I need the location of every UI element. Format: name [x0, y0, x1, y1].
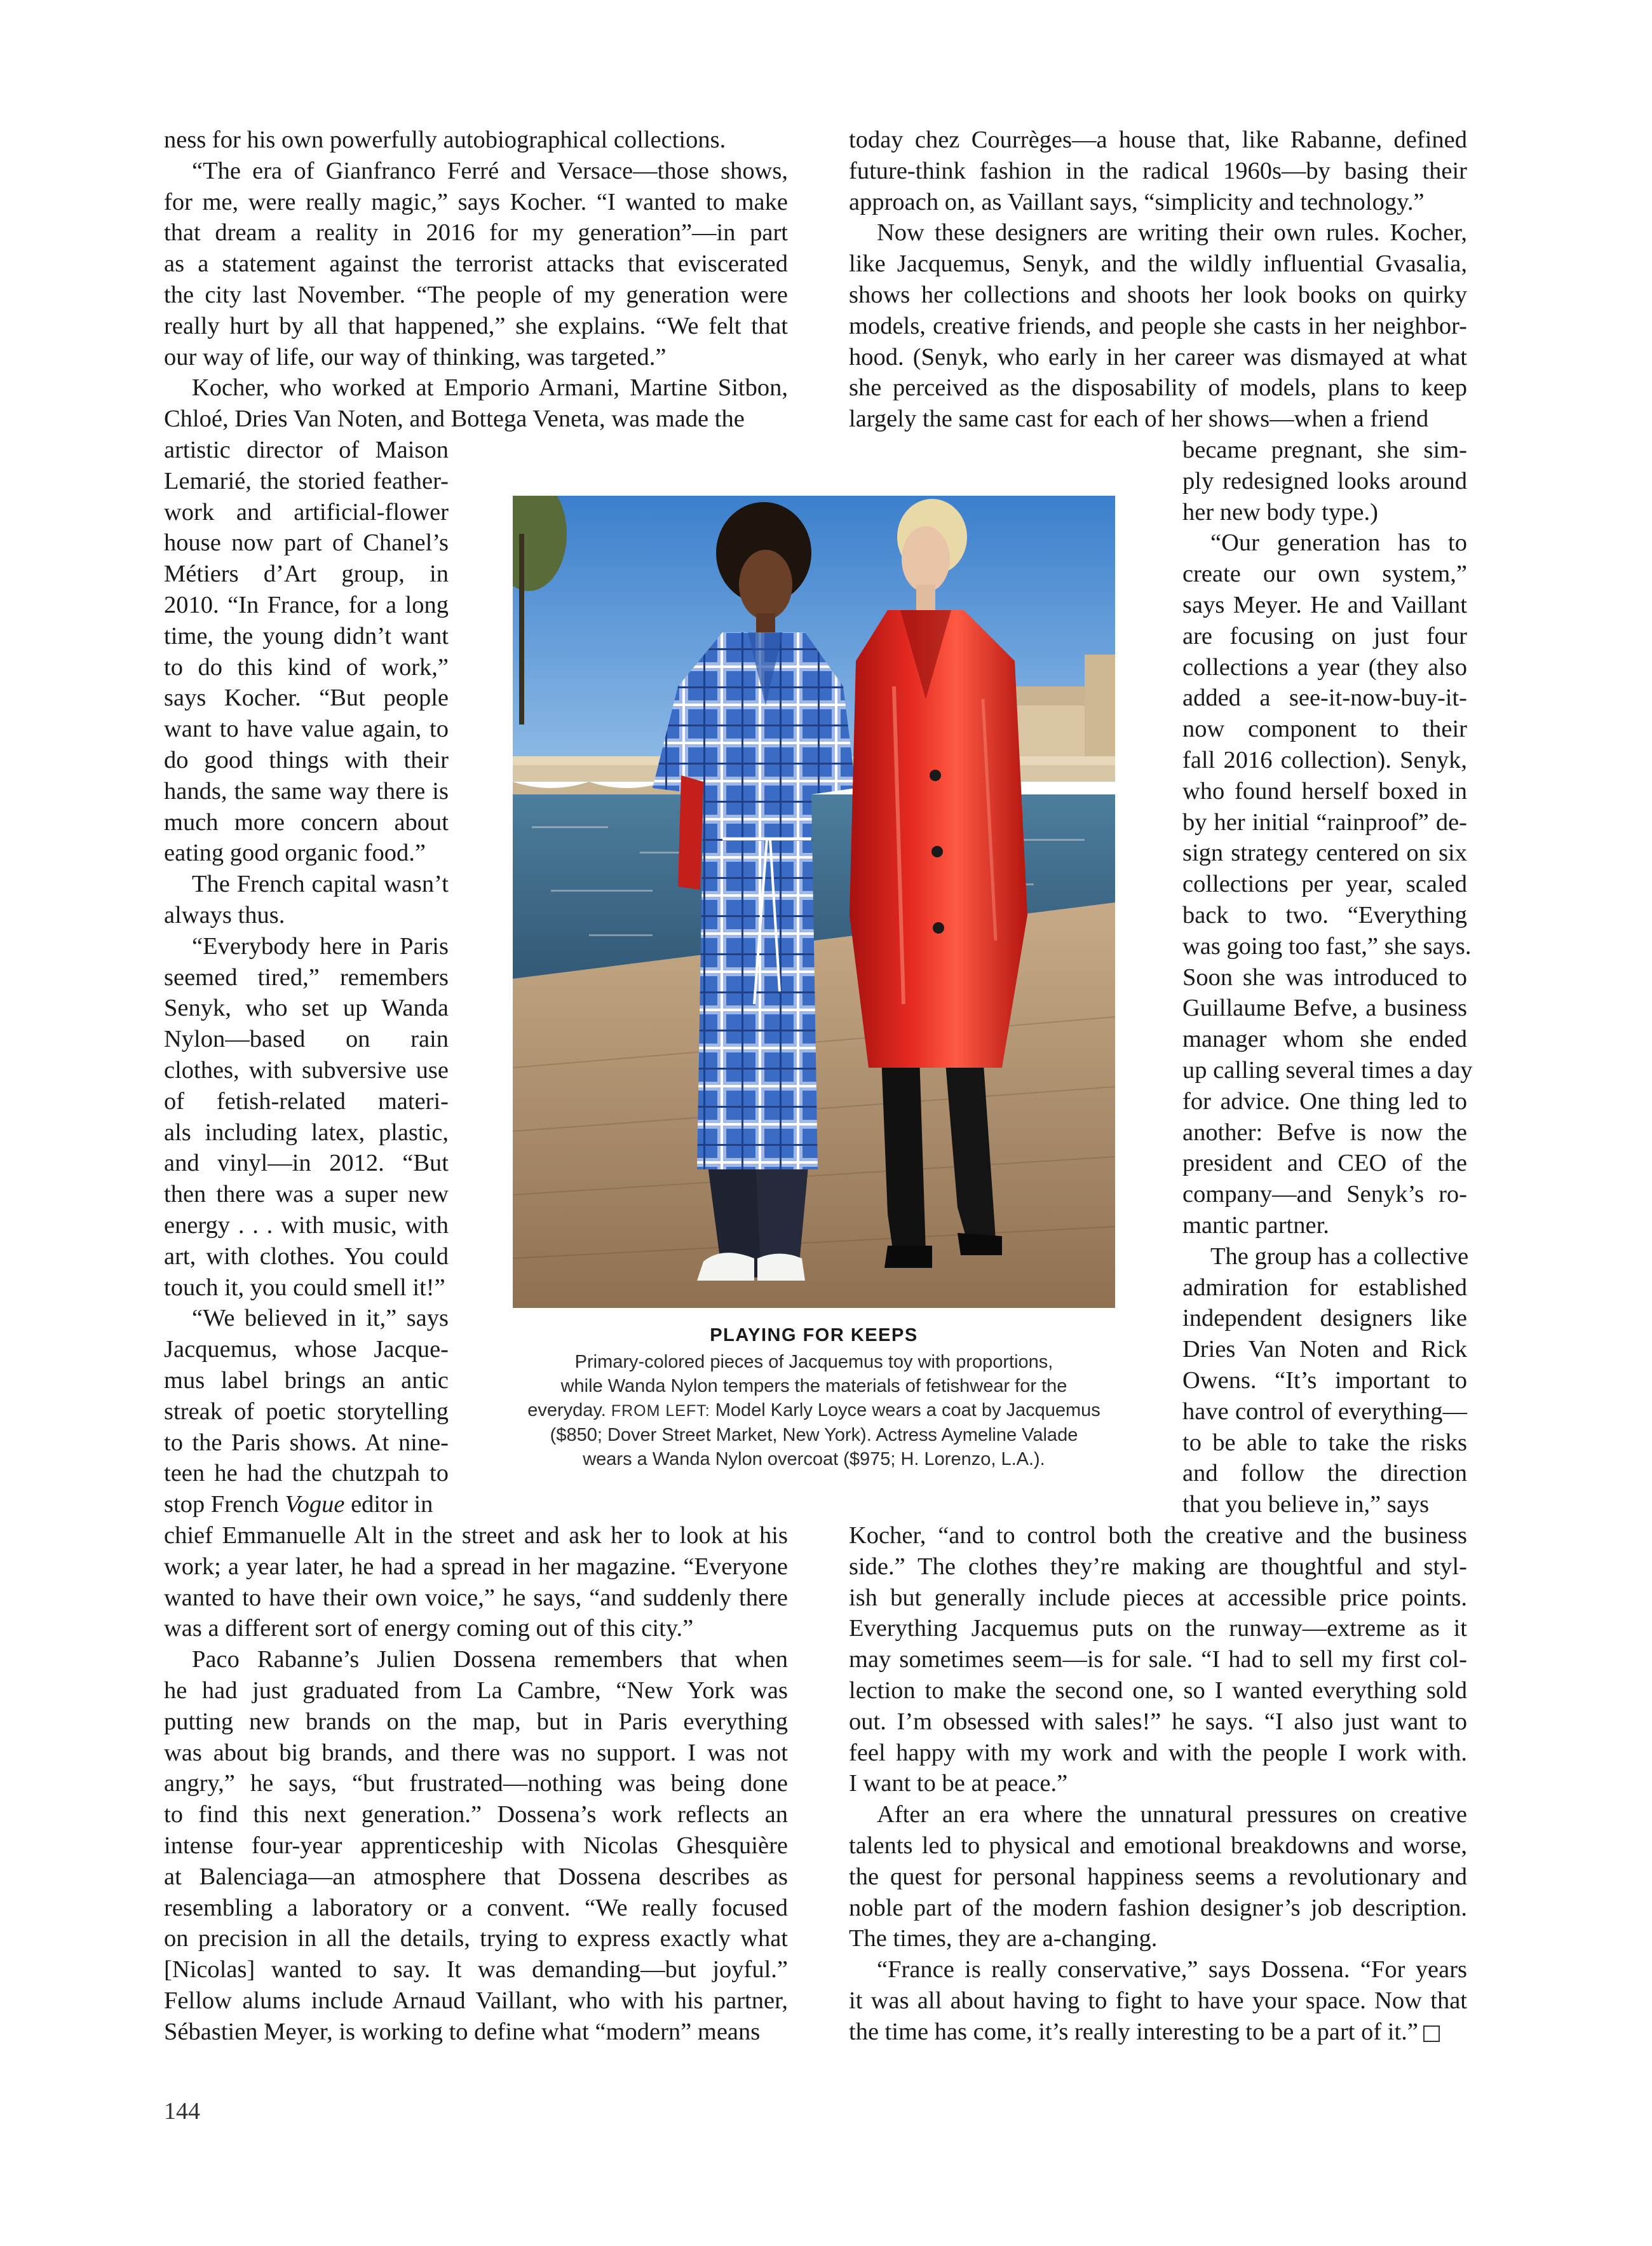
text-line: company—and Senyk’s ro- [1182, 1181, 1467, 1208]
text-line: the time has come, it’s really interesting to be a part of it.” [849, 2017, 1467, 2048]
text-line: ness for his own powerfully autobiographical collections. [164, 126, 726, 153]
text-line: to find this next generation.” Dossena’s work reflects an [164, 1801, 788, 1828]
text-line: much more concern about [164, 808, 449, 836]
text-line: Métiers d’Art group, in [164, 561, 449, 588]
text-line: time, the young didn’t want [164, 622, 449, 650]
text-line: Jacquemus, whose Jacque- [164, 1336, 449, 1363]
text-line: to be able to take the risks [1182, 1429, 1467, 1456]
text-line: energy . . . with music, with [164, 1211, 449, 1239]
text-line: hands, the same way there is [164, 777, 449, 805]
text-line: was a different sort of energy coming out of this city.” [164, 1615, 694, 1642]
text-line: Lemarié, the storied feather- [164, 467, 449, 494]
text-line: art, with clothes. You could [164, 1242, 449, 1270]
text-line: stop French Vogue editor in [164, 1491, 433, 1518]
text-line: like Jacquemus, Senyk, and the wildly influential Gvasalia, [849, 250, 1467, 278]
text-line: side.” The clothes they’re making are thoughtful and styl- [849, 1553, 1467, 1580]
text-line: her new body type.) [1182, 498, 1378, 526]
text-line: “Our generation has to [1210, 529, 1467, 557]
text-line: Senyk, who set up Wanda [164, 995, 449, 1022]
text-line: work and artificial-flower [164, 498, 449, 526]
right-column-top [849, 125, 1467, 435]
text-line: the city last November. “The people of my generation were [164, 281, 788, 308]
text-line: have control of everything— [1182, 1398, 1467, 1425]
text-line: became pregnant, she sim- [1182, 437, 1467, 463]
caption-headline: PLAYING FOR KEEPS [710, 1325, 918, 1345]
text-line: she perceived as the disposability of models, plans to keep [849, 374, 1467, 402]
text-line: Chloé, Dries Van Noten, and Bottega Veneta, was made the [164, 405, 745, 433]
text-line: as a statement against the terrorist attacks that eviscerated [164, 250, 788, 278]
text-line: for advice. One thing led to [1182, 1087, 1467, 1115]
caption-text: Model Karly Loyce wears a coat by Jacquemus [715, 1400, 1100, 1420]
photo-caption [487, 1323, 1141, 1471]
text-line: Soon she was introduced to [1182, 963, 1467, 991]
text-line: was about big brands, and there was no support. I was not [164, 1739, 788, 1766]
text-line: president and CEO of the [1182, 1150, 1467, 1177]
text-line: lection to make the second one, so I wanted everything sold [849, 1677, 1467, 1704]
caption-line: while Wanda Nylon tempers the materials of fetishwear for the [560, 1376, 1067, 1396]
text-line: are focusing on just four [1182, 622, 1467, 650]
left-column-narrow [164, 435, 449, 1520]
text-line: out. I’m obsessed with sales!” he says. “I also just want to [849, 1708, 1467, 1735]
text-line: the quest for personal happiness seems a revolutionary and [849, 1863, 1467, 1890]
text-line: Now these designers are writing their own rules. Kocher, [877, 219, 1467, 247]
text-line: angry,” he says, “but frustrated—nothing was being done [164, 1770, 788, 1797]
text-line: I want to be at peace.” [849, 1770, 1068, 1797]
text-line: that dream a reality in 2016 for my generation”—in part [164, 219, 788, 247]
text-line: independent designers like [1182, 1305, 1467, 1332]
text-line: to do this kind of work,” [164, 653, 449, 681]
text-line: work; a year later, he had a spread in her magazine. “Everyone [164, 1553, 788, 1580]
text-line: mantic partner. [1182, 1211, 1329, 1239]
text-line: another: Befve is now the [1182, 1119, 1467, 1146]
text-line: The group has a collective [1210, 1242, 1469, 1270]
text-line: really hurt by all that happened,” she explains. “We felt that [164, 312, 788, 339]
text-line: for me, were really magic,” says Kocher. “I wanted to make [164, 188, 788, 215]
text-line: Everything Jacquemus puts on the runway—extreme as it [849, 1615, 1467, 1642]
text-line: admiration for established [1182, 1274, 1467, 1301]
text-line: and follow the direction [1182, 1460, 1467, 1487]
text-line: and vinyl—in 2012. “But [164, 1150, 449, 1177]
caption-line: ($850; Dover Street Market, New York). Actress Aymeline Valade [550, 1425, 1078, 1445]
text-line: says Kocher. “But people [164, 684, 449, 712]
text-line: up calling several times a day [1182, 1056, 1473, 1084]
text-line: by her initial “rainproof” de- [1182, 808, 1467, 836]
text-line: Guillaume Befve, a business [1182, 995, 1467, 1022]
text-line: chief Emmanuelle Alt in the street and ask her to look at his [164, 1522, 788, 1549]
text-line: Owens. “It’s important to [1182, 1366, 1467, 1394]
text-line: touch it, you could smell it!” [164, 1274, 445, 1301]
text-line: collections a year (they also [1182, 653, 1467, 681]
text-line: says Meyer. He and Vaillant [1182, 591, 1467, 618]
text-line: ish but generally include pieces at accessible price points. [849, 1584, 1467, 1611]
right-column-bottom [849, 1520, 1467, 2048]
text-line: “France is really conservative,” says Dossena. “For years [877, 1956, 1467, 1984]
text-line: at Balenciaga—an atmosphere that Dossena describes as [164, 1863, 788, 1890]
text-line: shows her collections and shoots her look books on quirky [849, 281, 1467, 308]
text-line: manager whom she ended [1182, 1026, 1467, 1053]
text-line: our way of life, our way of thinking, was targeted.” [164, 343, 667, 371]
text-line: it was all about having to fight to have your space. Now that [849, 1987, 1467, 2014]
end-mark-icon [1423, 2025, 1440, 2042]
text-line: today chez Courrèges—a house that, like Rabanne, defined [849, 126, 1467, 153]
text-line: house now part of Chanel’s [164, 529, 449, 557]
text-line: Fellow alums include Arnaud Vaillant, who with his partner, [164, 1987, 788, 2014]
text-line: always thus. [164, 901, 285, 929]
text-line: The times, they are a-changing. [849, 1925, 1158, 1952]
text-line: seemed tired,” remembers [164, 963, 449, 991]
text-line: sign strategy centered on six [1182, 840, 1467, 867]
text-line: added a see-it-now-buy-it- [1182, 684, 1467, 712]
text-line: that you believe in,” says [1182, 1491, 1430, 1518]
text-line: [Nicolas] wanted to say. It was demanding—but joyful.” [164, 1956, 788, 1984]
caption-line: Primary-colored pieces of Jacquemus toy with proportions, [574, 1352, 1053, 1372]
text-line: resembling a laboratory or a convent. “We really focused [164, 1894, 788, 1921]
text-line: hood. (Senyk, who early in her career was dismayed at what [849, 343, 1467, 371]
text-line: create our own system,” [1182, 561, 1467, 588]
text-line: approach on, as Vaillant says, “simplicity and technology.” [849, 188, 1425, 215]
right-column-narrow [1182, 435, 1473, 1520]
text-line: Nylon—based on rain [164, 1026, 449, 1053]
text-line: future-think fashion in the radical 1960s—by basing their [849, 157, 1467, 184]
text-line: teen he had the chutzpah to [164, 1460, 449, 1487]
text-line: Sébastien Meyer, is working to define what “modern” means [164, 2018, 761, 2045]
text-line: After an era where the unnatural pressures on creative [877, 1801, 1467, 1828]
left-column-top [164, 125, 788, 435]
text-line: “Everybody here in Paris [192, 932, 449, 960]
text-line: The French capital wasn’t [192, 871, 449, 898]
text-line: feel happy with my work and with the people I work with. [849, 1739, 1467, 1766]
text-line: then there was a super new [164, 1181, 449, 1208]
text-line: Paco Rabanne’s Julien Dossena remembers that when [192, 1646, 788, 1673]
text-line: artistic director of Maison [164, 437, 449, 463]
text-line: largely the same cast for each of her shows—when a friend [849, 405, 1429, 433]
text-line: want to have value again, to [164, 716, 449, 743]
text-line: talents led to physical and emotional breakdowns and worse, [849, 1832, 1467, 1859]
text-line: noble part of the modern fashion designer’s job description. [849, 1894, 1467, 1921]
text-line: wanted to have their own voice,” he says, “and suddenly there [164, 1584, 788, 1611]
caption-label: FROM LEFT: [611, 1402, 710, 1420]
text-line: clothes, with subversive use [164, 1056, 449, 1084]
text-line: of fetish-related materi- [164, 1087, 449, 1115]
text-line: 2010. “In France, for a long [164, 591, 449, 618]
text-line: do good things with their [164, 746, 449, 773]
caption-line [487, 1398, 1141, 1423]
text-line: mus label brings an antic [164, 1366, 449, 1394]
caption-text: everyday. [527, 1400, 606, 1420]
text-line: ply redesigned looks around [1182, 467, 1467, 494]
text-line: he had just graduated from La Cambre, “New York was [164, 1677, 788, 1704]
text-line: als including latex, plastic, [164, 1119, 449, 1146]
italic-title: Vogue [285, 1491, 345, 1518]
text-line: streak of poetic storytelling [164, 1398, 449, 1425]
text-line: back to two. “Everything [1182, 901, 1467, 929]
text-line: who found herself boxed in [1182, 777, 1467, 805]
text-line: fall 2016 collection). Senyk, [1182, 746, 1467, 773]
text-line: models, creative friends, and people she casts in her neighbor- [849, 312, 1467, 339]
text-line: was going too fast,” she says. [1182, 932, 1472, 960]
fashion-photo [513, 496, 1115, 1308]
text-line: may sometimes seem—is for sale. “I had to sell my first col- [849, 1646, 1467, 1673]
text-line: “We believed in it,” says [192, 1305, 449, 1332]
text-line: putting new brands on the map, but in Paris everything [164, 1708, 788, 1735]
text-line: Kocher, who worked at Emporio Armani, Martine Sitbon, [192, 374, 788, 402]
text-line: to the Paris shows. At nine- [164, 1429, 449, 1456]
left-column-bottom [164, 1520, 788, 2048]
text-line: intense four-year apprenticeship with Nicolas Ghesquière [164, 1832, 788, 1859]
text-line: now component to their [1182, 716, 1467, 743]
page-number: 144 [164, 2098, 200, 2125]
text-line: Kocher, “and to control both the creative and the business [849, 1522, 1467, 1549]
text-line: on precision in all the details, trying to express exactly what [164, 1925, 788, 1952]
text-line: eating good organic food.” [164, 840, 426, 867]
text-line: collections per year, scaled [1182, 871, 1467, 898]
text-line: “The era of Gianfranco Ferré and Versace—those shows, [192, 157, 788, 184]
text-line: Dries Van Noten and Rick [1182, 1336, 1467, 1363]
caption-line: wears a Wanda Nylon overcoat ($975; H. Lorenzo, L.A.). [583, 1449, 1045, 1469]
